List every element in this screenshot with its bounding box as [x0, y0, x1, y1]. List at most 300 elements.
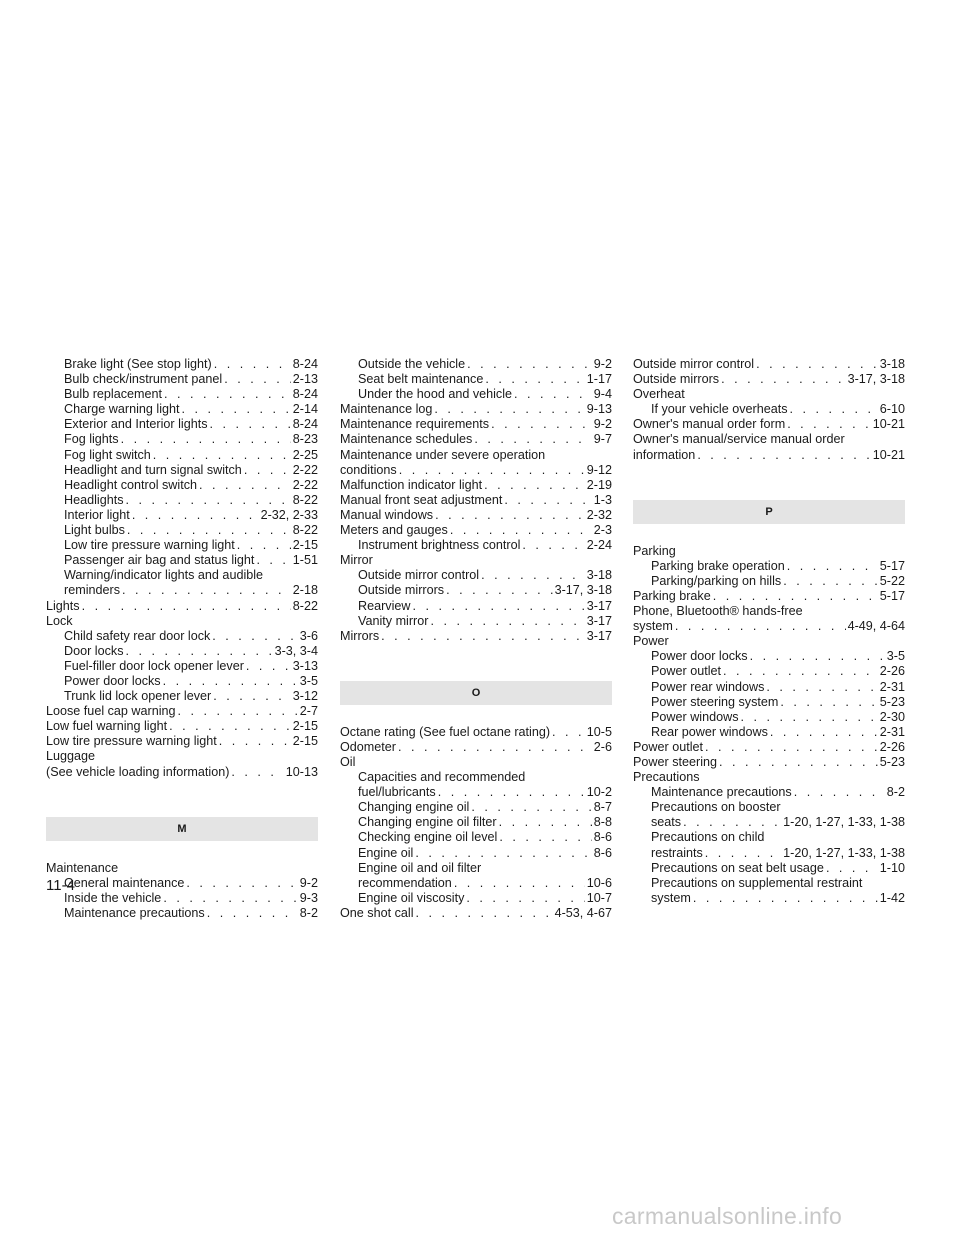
index-entry [340, 553, 612, 568]
index-entry [633, 770, 905, 785]
entry-title: Headlight control switch [64, 477, 197, 492]
dot-leader [826, 861, 878, 876]
entry-title: Brake light (See stop light) [64, 357, 212, 371]
dot-leader [780, 695, 877, 710]
entry-title: Outside mirrors [358, 583, 445, 598]
page-reference: 2-6 [593, 739, 612, 754]
index-entry [340, 740, 612, 755]
page-reference: 2-15 [292, 719, 318, 734]
entry-title: Bulb replacement [64, 387, 163, 402]
page-reference: 10-13 [285, 764, 318, 779]
dot-leader [741, 710, 878, 725]
page-reference: 8-24 [292, 357, 318, 371]
index-entry [46, 599, 318, 614]
page-reference: 2-26 [879, 739, 905, 754]
dot-leader [756, 357, 878, 372]
page-reference: 3-17 [586, 598, 612, 613]
dot-leader [413, 599, 585, 614]
dot-leader [430, 614, 584, 629]
dot-leader [491, 417, 592, 432]
index-subentry [46, 568, 318, 583]
index-subentry [340, 387, 612, 402]
entry-title: Headlights [64, 492, 124, 507]
entry-title: Warning/indicator lights and audible [64, 568, 264, 583]
index-subentry [340, 846, 612, 861]
entry-title: Parking brake [633, 588, 711, 603]
index-subentry [633, 785, 905, 800]
page-reference: 9-2 [593, 417, 612, 432]
page-reference: 10-5 [586, 724, 612, 739]
page-reference: 1-20, 1-27, 1-33, 1-38 [783, 845, 905, 860]
dot-leader [416, 906, 553, 921]
index-entry [340, 523, 612, 538]
index-subentry [633, 891, 905, 906]
page-reference: 8-8 [593, 815, 612, 830]
dot-leader [126, 644, 273, 659]
entry-title: Engine oil [358, 845, 414, 860]
entry-title: Maintenance requirements [340, 417, 490, 432]
index-entry [633, 740, 905, 755]
page-reference: 2-15 [292, 734, 318, 749]
index-subentry [633, 725, 905, 740]
entry-title: Manual windows [340, 507, 434, 522]
entry-title: Owner's manual order form [633, 417, 786, 432]
dot-leader [484, 478, 585, 493]
index-subentry [633, 815, 905, 830]
index-subentry [340, 861, 612, 876]
dot-leader [750, 649, 885, 664]
entry-title: Phone, Bluetooth® hands-free [633, 604, 803, 619]
dot-leader [723, 664, 878, 679]
page-reference: 5-23 [879, 754, 905, 769]
index-entry [633, 417, 905, 432]
entry-title: Outside mirrors [633, 372, 720, 387]
index-entry [46, 704, 318, 719]
index-subentry [633, 574, 905, 589]
page-reference: 2-19 [586, 477, 612, 492]
index-subentry [46, 689, 318, 704]
entry-title: Parking brake operation [651, 558, 785, 573]
dot-leader [231, 765, 283, 780]
entry-title: Capacities and recommended [358, 770, 526, 785]
page-reference: 3-17, 3-18 [554, 583, 612, 598]
dot-leader [122, 583, 291, 598]
entry-title: Under the hood and vehicle [358, 387, 513, 402]
index-entry [46, 734, 318, 749]
entry-title: Manual front seat adjustment [340, 492, 503, 507]
page-reference: 2-14 [292, 402, 318, 417]
dot-leader [485, 372, 584, 387]
dot-leader [210, 417, 291, 432]
entry-title: Interior light [64, 507, 130, 522]
page-reference: 8-6 [593, 830, 612, 845]
page-reference: 9-13 [586, 402, 612, 417]
entry-title: Low fuel warning light [46, 719, 168, 734]
dot-leader [522, 538, 584, 553]
index-subentry [633, 559, 905, 574]
entry-title: Power steering system [651, 694, 779, 709]
page-reference: 2-32, 2-33 [260, 507, 318, 522]
entry-title: Changing engine oil filter [358, 815, 497, 830]
entry-title: Precautions on child [651, 830, 765, 845]
page-reference: 1-20, 1-27, 1-33, 1-38 [783, 815, 905, 830]
index-entry [633, 544, 905, 559]
index-subentry [46, 659, 318, 674]
entry-title: Oil [340, 754, 356, 769]
dot-leader [169, 719, 291, 734]
entry-title: Power windows [651, 709, 739, 724]
index-entry [340, 478, 612, 493]
index-subentry [340, 372, 612, 387]
index-subentry [46, 629, 318, 644]
entry-title: recommendation [358, 875, 452, 890]
index-subentry [46, 402, 318, 417]
index-entry [633, 604, 905, 619]
entry-title: Power rear windows [651, 679, 765, 694]
index-entry [633, 589, 905, 604]
dot-leader [214, 357, 291, 372]
index-entry [46, 614, 318, 629]
index-subentry [46, 508, 318, 523]
index-subentry [633, 830, 905, 845]
page-reference: 8-22 [292, 598, 318, 613]
index-subentry [340, 891, 612, 906]
index-subentry [340, 876, 612, 891]
dot-leader [438, 785, 585, 800]
index-entry [340, 906, 612, 921]
index-subentry [633, 800, 905, 815]
page-reference: 10-2 [586, 785, 612, 800]
page-reference: 8-23 [292, 432, 318, 447]
page-reference: 3-5 [886, 649, 905, 664]
index-subentry [340, 815, 612, 830]
dot-leader [126, 493, 291, 508]
entry-title: Charge warning light [64, 402, 180, 417]
page-reference: 3-18 [879, 357, 905, 371]
entry-title: Precautions on booster [651, 800, 781, 815]
index-subentry [46, 357, 318, 372]
entry-title: Door locks [64, 643, 124, 658]
dot-leader [219, 734, 291, 749]
dot-leader [398, 740, 592, 755]
index-subentry [340, 583, 612, 598]
page-reference: 2-22 [292, 462, 318, 477]
index-entry [340, 432, 612, 447]
page-reference: 3-17, 3-18 [847, 372, 905, 387]
entry-title: Owner's manual/service manual order [633, 432, 845, 447]
index-subentry [46, 387, 318, 402]
entry-title: Passenger air bag and status light [64, 553, 255, 568]
page-reference: 10-7 [586, 890, 612, 905]
entry-title: Bulb check/instrument panel [64, 372, 223, 387]
dot-leader [244, 463, 291, 478]
dot-leader [178, 704, 298, 719]
dot-leader [127, 523, 291, 538]
entry-title: Rearview [358, 598, 411, 613]
index-entry [633, 372, 905, 387]
index-subentry [46, 448, 318, 463]
page-reference: 2-31 [879, 679, 905, 694]
page-reference: 8-24 [292, 387, 318, 402]
entry-title: Trunk lid lock opener lever [64, 689, 212, 704]
index-entry [633, 387, 905, 402]
index-subentry [46, 553, 318, 568]
dot-leader [435, 508, 585, 523]
dot-leader [787, 417, 871, 432]
entry-title: Checking engine oil level [358, 830, 498, 845]
entry-title: Vanity mirror [358, 613, 429, 628]
entry-title: reminders [64, 583, 120, 598]
entry-title: Precautions on seat belt usage [651, 860, 824, 875]
entry-title: Fuel-filler door lock opener lever [64, 658, 244, 673]
index-subentry [633, 861, 905, 876]
section-letter-header: P [633, 500, 905, 524]
dot-leader [504, 493, 591, 508]
page-reference: 2-15 [292, 538, 318, 553]
entry-title: Outside mirror control [633, 357, 755, 371]
page-reference: 2-22 [292, 477, 318, 492]
index-entry [633, 357, 905, 372]
page-number: 11-4 [46, 877, 75, 894]
entry-title: Odometer [340, 739, 396, 754]
entry-title: Inside the vehicle [64, 890, 162, 905]
dot-leader [499, 815, 592, 830]
page-reference: 3-13 [292, 658, 318, 673]
index-entry [46, 719, 318, 734]
entry-title: Exterior and Interior lights [64, 417, 208, 432]
dot-leader [153, 448, 291, 463]
dot-leader [164, 387, 291, 402]
dot-leader [697, 448, 870, 463]
page-reference: 1-17 [586, 372, 612, 387]
index-subentry [46, 523, 318, 538]
index-subentry [633, 846, 905, 861]
dot-leader [132, 508, 259, 523]
index-entry [340, 402, 612, 417]
entry-title: Low tire pressure warning light [64, 538, 235, 553]
entry-title: Child safety rear door lock [64, 628, 211, 643]
page-reference: 8-22 [292, 492, 318, 507]
page-reference: 10-21 [872, 447, 905, 462]
index-entry [633, 634, 905, 649]
index-column-1 [46, 357, 318, 921]
page-reference: 3-5 [299, 673, 318, 688]
section-letter-header: O [340, 681, 612, 705]
entry-title: Malfunction indicator light [340, 477, 483, 492]
index-subentry [340, 800, 612, 815]
entry-title: Maintenance under severe operation [340, 447, 546, 462]
dot-leader [163, 891, 297, 906]
page-reference: 6-10 [879, 402, 905, 417]
entry-title: Maintenance log [340, 402, 433, 417]
entry-title: system [651, 890, 691, 905]
index-column-2 [340, 357, 612, 921]
index-subentry [46, 463, 318, 478]
page-reference: 3-17 [586, 628, 612, 643]
index-entry [633, 448, 905, 463]
entry-title: Maintenance [46, 860, 119, 875]
index-entry [340, 725, 612, 740]
dot-leader [467, 357, 592, 372]
page-reference: 2-24 [586, 538, 612, 553]
page-reference: 10-6 [586, 875, 612, 890]
page-reference: 9-4 [593, 387, 612, 402]
index-entry [340, 629, 612, 644]
page-reference: 3-3, 3-4 [274, 643, 318, 658]
entry-title: Power door locks [64, 673, 161, 688]
entry-title: One shot call [340, 905, 414, 920]
dot-leader [675, 619, 846, 634]
index-subentry [633, 680, 905, 695]
entry-title: Parking [633, 543, 676, 558]
page-reference: 9-12 [586, 462, 612, 477]
dot-leader [766, 680, 877, 695]
entry-title: Loose fuel cap warning [46, 704, 176, 719]
entry-title: conditions [340, 462, 397, 477]
dot-leader [199, 478, 291, 493]
dot-leader [182, 402, 291, 417]
dot-leader [721, 372, 846, 387]
index-subentry [46, 478, 318, 493]
dot-leader [693, 891, 878, 906]
index-entry [340, 493, 612, 508]
index-subentry [633, 695, 905, 710]
page-reference: 5-17 [879, 558, 905, 573]
dot-leader [446, 583, 553, 598]
entry-title: Fog lights [64, 432, 119, 447]
page-reference: 2-7 [299, 704, 318, 719]
dot-leader [381, 629, 585, 644]
index-entry [340, 463, 612, 478]
entry-title: Lock [46, 613, 73, 628]
index-entry [46, 749, 318, 764]
entry-title: Parking/parking on hills [651, 573, 782, 588]
entry-title: Engine oil and oil filter [358, 860, 482, 875]
page-reference: 9-2 [593, 357, 612, 371]
dot-leader [783, 574, 878, 589]
page-reference: 3-6 [299, 628, 318, 643]
index-entry [46, 765, 318, 780]
entry-title: seats [651, 815, 682, 830]
dot-leader [794, 785, 885, 800]
page-reference: 2-31 [879, 724, 905, 739]
page-reference: 1-3 [593, 492, 612, 507]
dot-leader [705, 740, 878, 755]
entry-title: Power [633, 634, 669, 649]
index-subentry [633, 876, 905, 891]
entry-title: Instrument brightness control [358, 538, 521, 553]
page-reference: 2-3 [593, 523, 612, 538]
dot-leader [237, 538, 291, 553]
page-reference: 9-2 [299, 875, 318, 890]
dot-leader [471, 800, 591, 815]
index-subentry [340, 770, 612, 785]
dot-leader [790, 402, 878, 417]
page-reference: 3-12 [292, 689, 318, 704]
entry-title: Headlight and turn signal switch [64, 462, 242, 477]
page-reference: 5-22 [879, 573, 905, 588]
page-reference: 1-10 [879, 860, 905, 875]
page-reference: 3-18 [586, 568, 612, 583]
dot-leader [213, 689, 291, 704]
dot-leader [434, 402, 584, 417]
index-entry [340, 755, 612, 770]
entry-title: Maintenance precautions [651, 785, 792, 800]
page-reference: 9-7 [593, 432, 612, 447]
page-reference: 2-18 [292, 583, 318, 598]
page-reference: 4-49, 4-64 [847, 619, 905, 634]
entry-title: Seat belt maintenance [358, 372, 484, 387]
dot-leader [705, 846, 781, 861]
index-subentry [46, 538, 318, 553]
dot-leader [683, 815, 781, 830]
dot-leader [246, 659, 291, 674]
entry-title: If your vehicle overheats [651, 402, 788, 417]
entry-title: Low tire pressure warning light [46, 734, 217, 749]
entry-title: Octane rating (See fuel octane rating) [340, 724, 551, 739]
dot-leader [207, 906, 298, 921]
index-subentry [633, 710, 905, 725]
index-subentry [46, 906, 318, 921]
index-subentry [46, 583, 318, 598]
entry-title: Precautions [633, 770, 700, 785]
entry-title: Changing engine oil [358, 800, 470, 815]
page-reference: 2-30 [879, 709, 905, 724]
dot-leader [454, 876, 585, 891]
page-reference: 1-51 [292, 553, 318, 568]
entry-title: Maintenance precautions [64, 905, 205, 920]
entry-title: Light bulbs [64, 523, 125, 538]
dot-leader [499, 830, 591, 845]
dot-leader [121, 432, 291, 447]
index-subentry [46, 493, 318, 508]
entry-title: Meters and gauges [340, 523, 448, 538]
page-reference: 8-2 [886, 785, 905, 800]
dot-leader [474, 432, 591, 447]
dot-leader [256, 553, 290, 568]
entry-title: Power outlet [633, 739, 704, 754]
entry-title: Maintenance schedules [340, 432, 473, 447]
dot-leader [450, 523, 592, 538]
index-subentry [340, 785, 612, 800]
entry-title: Rear power windows [651, 724, 768, 739]
index-subentry [46, 432, 318, 447]
entry-title: fuel/lubricants [358, 785, 436, 800]
page-reference: 2-25 [292, 447, 318, 462]
index-column-3 [633, 357, 905, 906]
dot-leader [787, 559, 878, 574]
page-reference: 8-7 [593, 800, 612, 815]
entry-title: Luggage [46, 749, 96, 764]
entry-title: Fog light switch [64, 447, 151, 462]
dot-leader [552, 725, 585, 740]
index-entry [633, 619, 905, 634]
section-letter-header: M [46, 817, 318, 841]
index-subentry [46, 417, 318, 432]
page-reference: 5-23 [879, 694, 905, 709]
index-subentry [46, 372, 318, 387]
dot-leader [770, 725, 878, 740]
watermark-text: carmanualsonline.info [612, 1203, 843, 1229]
dot-leader [82, 599, 291, 614]
page-reference: 8-22 [292, 523, 318, 538]
page-reference: 10-21 [872, 417, 905, 432]
page-reference: 1-42 [879, 890, 905, 905]
index-subentry [46, 644, 318, 659]
entry-title: Outside mirror control [358, 568, 480, 583]
entry-title: General maintenance [64, 875, 185, 890]
dot-leader [399, 463, 585, 478]
